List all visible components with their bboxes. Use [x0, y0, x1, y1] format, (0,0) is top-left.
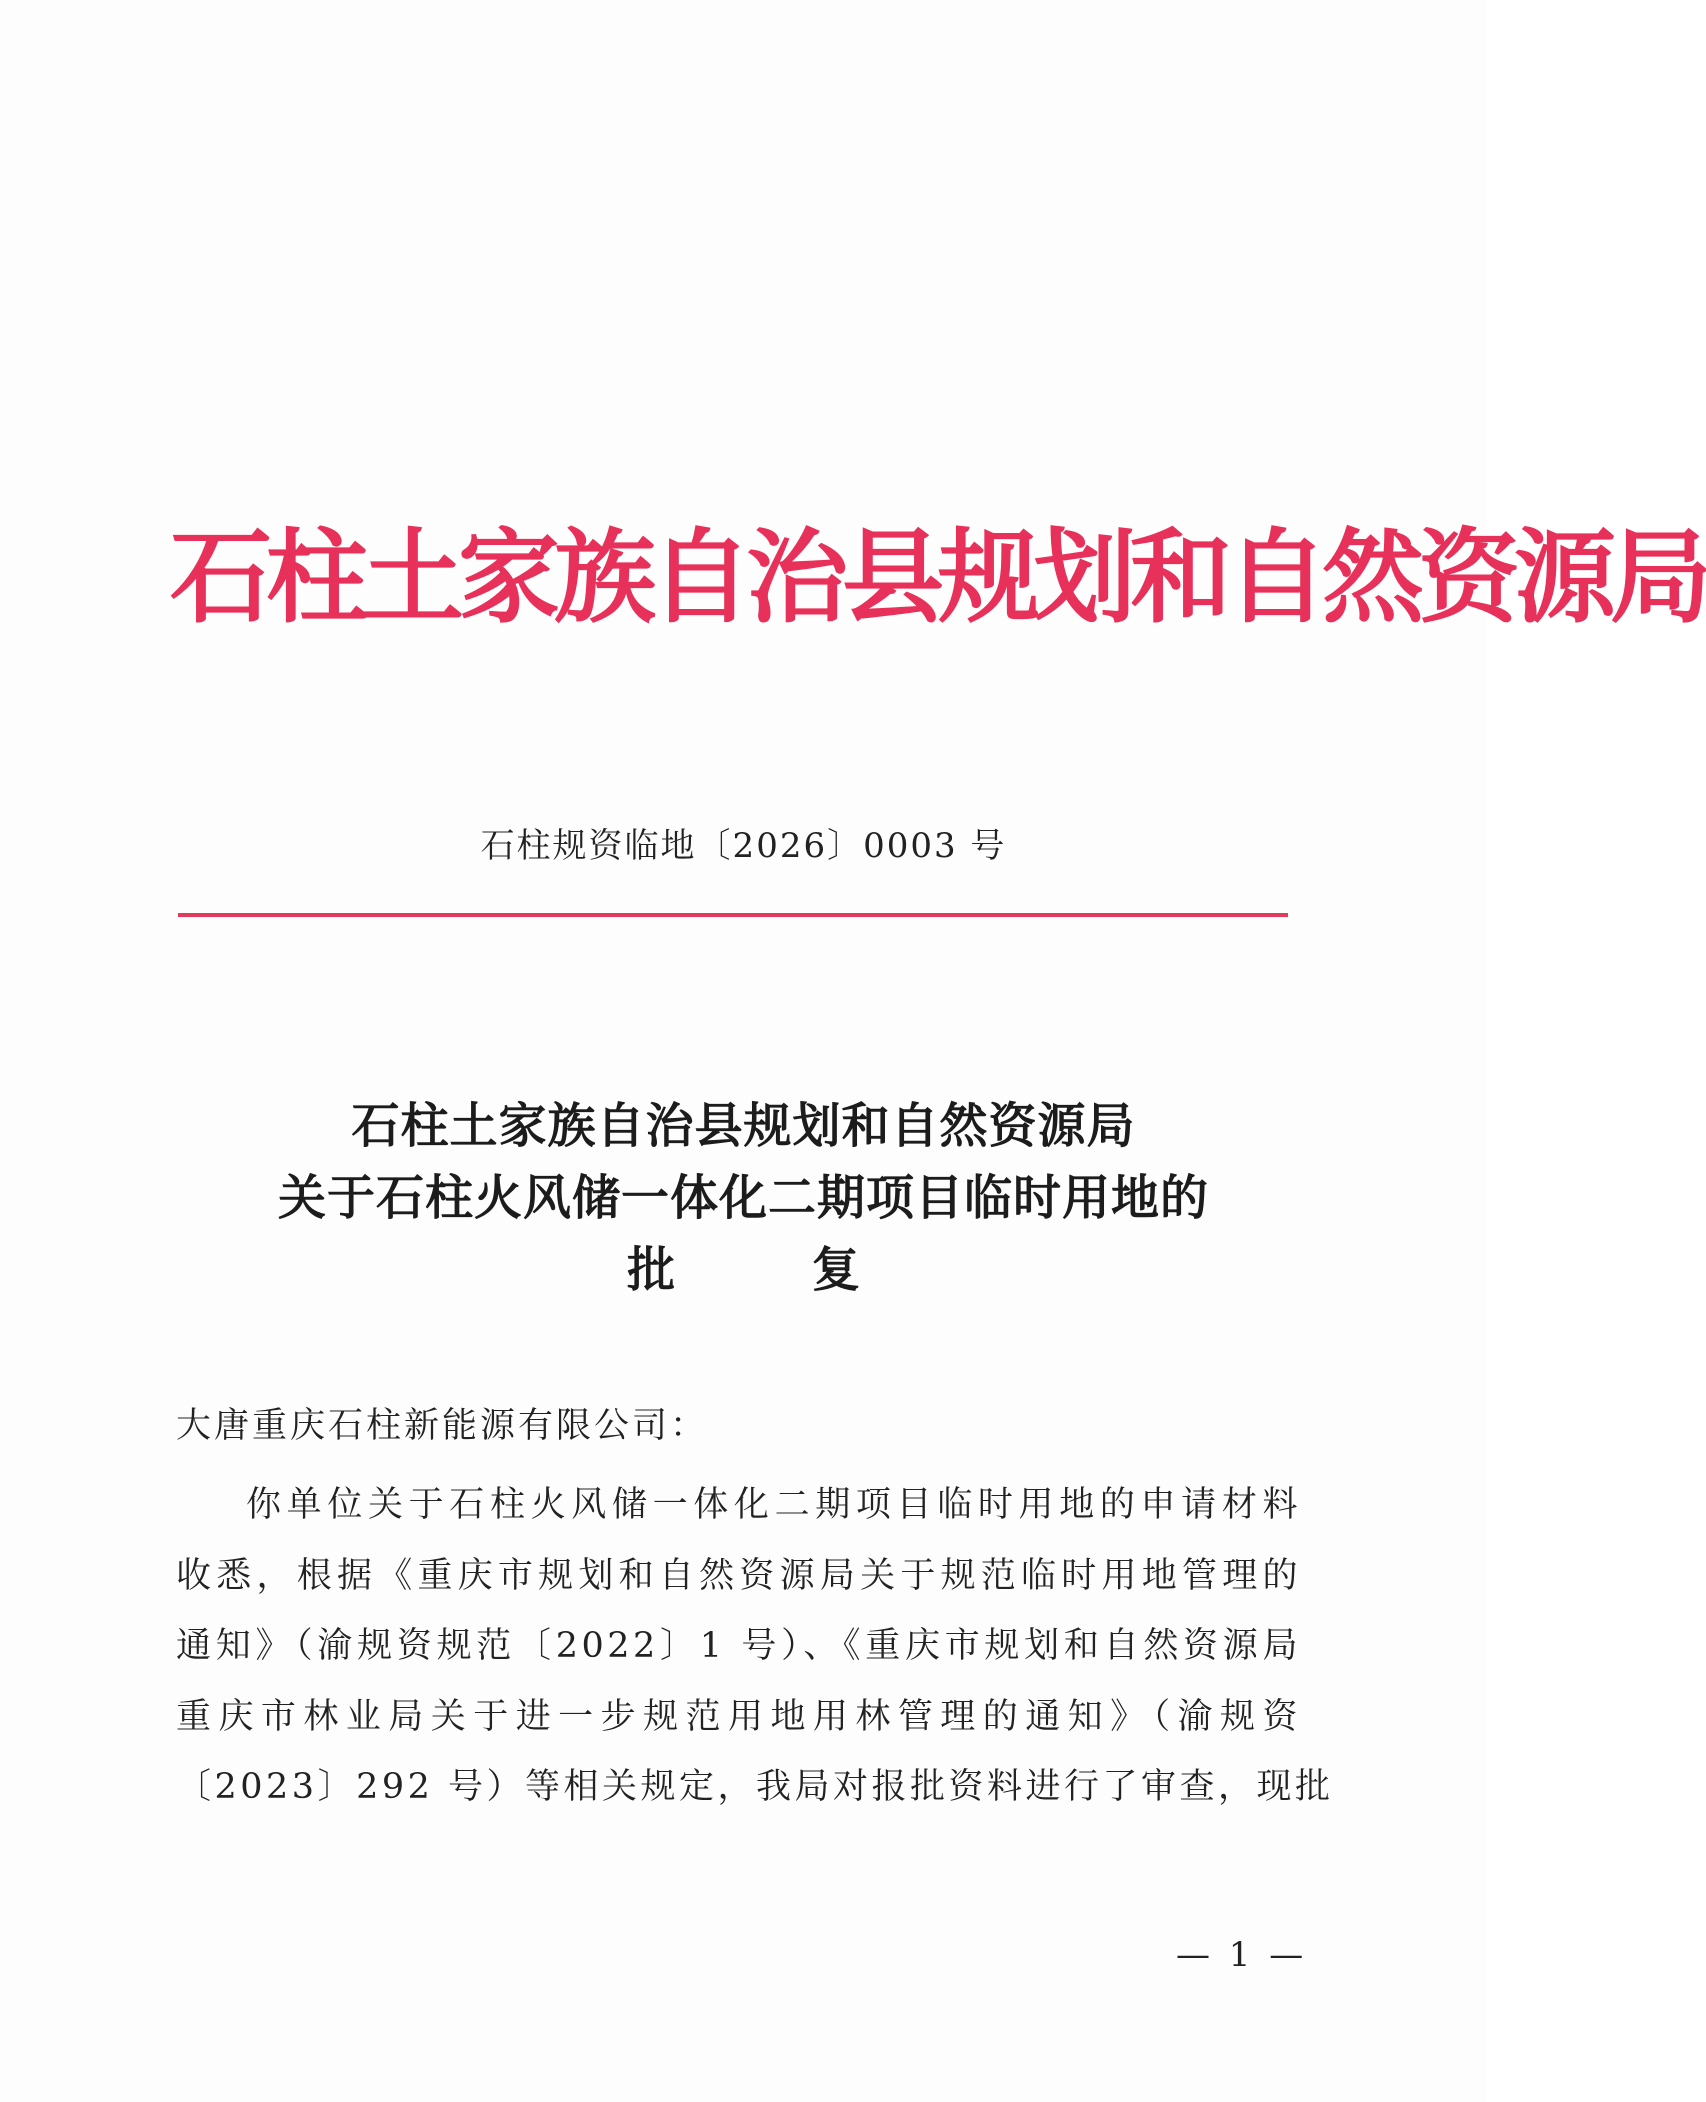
body-line: 〔2023〕292 号）等相关规定，我局对报批资料进行了审查，现批: [176, 1767, 1334, 1807]
addressee: 大唐重庆石柱新能源有限公司：: [176, 1406, 709, 1446]
title-line-1: 石柱土家族自治县规划和自然资源局: [351, 1098, 1136, 1154]
body-paragraph: [176, 1470, 1334, 1823]
body-line: 你单位关于石柱火风储一体化二期项目临时用地的申请材料: [246, 1485, 1301, 1525]
letterhead-issuer: 石柱土家族自治县规划和自然资源局: [170, 519, 1706, 638]
page-number: — 1 —: [1176, 1935, 1308, 1975]
title-line-3: 批 复: [627, 1242, 920, 1298]
body-line: 重庆市林业局关于进一步规范用地用林管理的通知》（渝规资: [176, 1696, 1301, 1737]
title-line-2: 关于石柱火风储一体化二期项目临时用地的: [277, 1170, 1209, 1226]
body-line: 通知》（渝规资规范〔2022〕1 号）、《重庆市规划和自然资源局: [176, 1626, 1301, 1666]
letterhead-divider: [178, 913, 1288, 917]
document-title: [0, 1090, 1487, 1306]
body-line: 收悉，根据《重庆市规划和自然资源局关于规范临时用地管理的: [176, 1555, 1301, 1596]
document-number: 石柱规资临地〔2026〕0003 号: [480, 826, 1007, 866]
